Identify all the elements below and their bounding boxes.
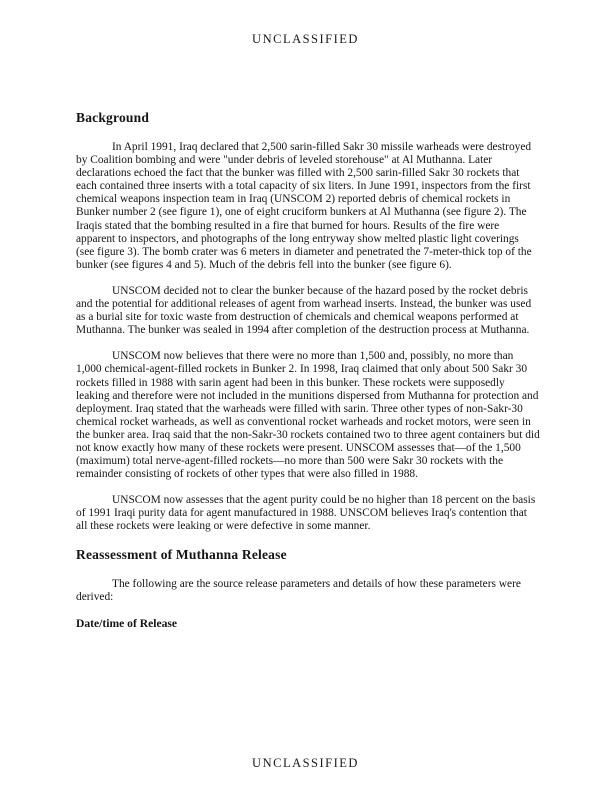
subheading-date-time-of-release: Date/time of Release: [76, 616, 178, 630]
footer-classification: UNCLASSIFIED: [252, 756, 359, 770]
header-classification: UNCLASSIFIED: [252, 32, 359, 46]
paragraph: The following are the source release parameters and details of how these parameters were derived:: [76, 577, 521, 603]
section-heading-reassessment: Reassessment of Muthanna Release: [76, 546, 287, 562]
section-heading-background: Background: [76, 110, 150, 125]
document-body: [76, 110, 540, 630]
paragraph: UNSCOM now believes that there were no more than 1,500 and, possibly, no more than 1,000 chemical-agent-filled rockets in Bunker 2. In 1998, Iraq claimed that only about 500 Sakr 30 rockets filled in 1988 with sarin agent had been in this bunker. These rockets were supposedly leaking and therefore were not included in the munitions dispersed from Muthanna for protection and deployment. Iraq stated that the warheads were filled with sarin. Three other types of non-Sakr-30 chemical rocket warheads, as well as conventional rocket warheads and rocket motors, were seen in the bunker area. Iraq said that the non-Sakr-30 rockets contained two to three agent containers but did not know exactly how many of these rockets were present. UNSCOM assesses that—of the 1,500 (maximum) total nerve-agent-filled rockets—no more than 500 were Sakr 30 rockets with the remainder consisting of rockets of other types that were also filled in 1988.: [76, 350, 540, 481]
paragraph: UNSCOM now assesses that the agent purity could be no higher than 18 percent on the basis of 1991 Iraqi purity data for agent manufactured in 1988. UNSCOM believes Iraq's contention that all these rockets were leaking or were defective in some manner.: [76, 494, 536, 533]
paragraph: In April 1991, Iraq declared that 2,500 sarin-filled Sakr 30 missile warheads were destroyed by Coalition bombing and were "under debris of leveled storehouse" at Al Muthanna. Later declarations echoed the fact that the bunker was filled with 2,500 sarin-filled Sakr 30 rockets that each contained three inserts with a total capacity of six liters. In June 1991, inspectors from the first chemical weapons inspection team in Iraq (UNSCOM 2) reported debris of chemical rockets in Bunker number 2 (see figure 1), one of eight cruciform bunkers at Al Muthanna (see figure 2). The Iraqis stated that the bombing resulted in a fire that burned for hours. Results of the fire were apparent to inspectors, and photographs of the long entryway show melted plastic light coverings (see figure 3). The bomb crater was 6 meters in diameter and penetrated the 7-meter-thick top of the bunker (see figures 4 and 5). Much of the debris fell into the bunker (see figure 6).: [76, 141, 532, 271]
paragraph: UNSCOM decided not to clear the bunker because of the hazard posed by the rocket debris and the potential for additional releases of agent from warhead inserts. Instead, the bunker was used as a burial site for toxic waste from destruction of chemicals and chemical weapons performed at Muthanna. The bunker was sealed in 1994 after completion of the destruction process at Muthanna.: [76, 284, 532, 337]
